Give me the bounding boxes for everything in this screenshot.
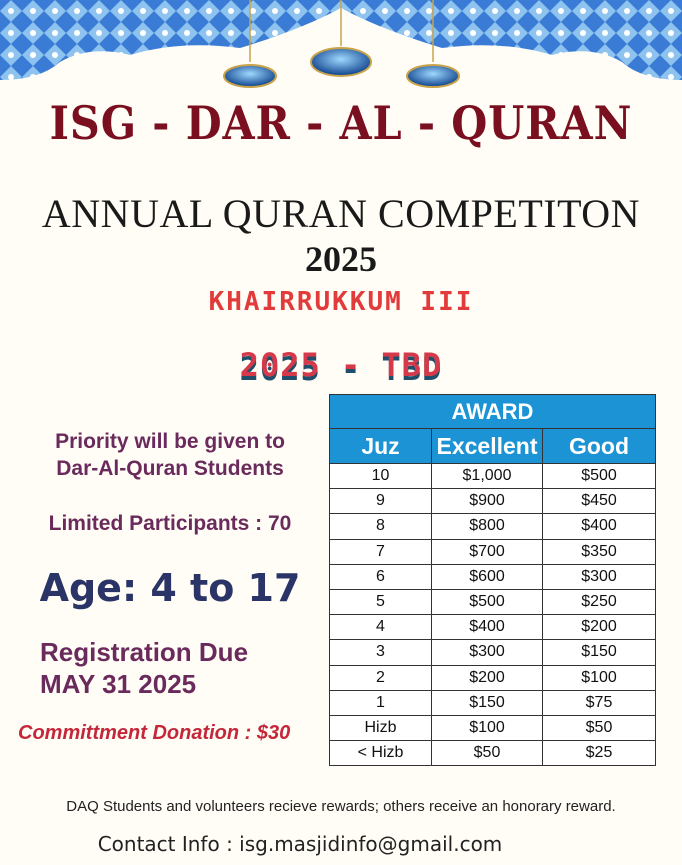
column-header-excellent: Excellent <box>432 429 543 464</box>
table-cell: $350 <box>543 539 656 564</box>
table-cell: $1,000 <box>432 464 543 489</box>
table-row <box>330 589 656 614</box>
table-row <box>330 489 656 514</box>
table-row <box>330 564 656 589</box>
table-cell: Hizb <box>330 715 432 740</box>
table-cell: < Hizb <box>330 741 432 766</box>
column-header-good: Good <box>543 429 656 464</box>
rewards-note: DAQ Students and volunteers recieve rewards; others receive an honorary reward. <box>66 798 616 815</box>
registration-date: MAY 31 2025 <box>40 669 197 699</box>
table-cell: $200 <box>543 615 656 640</box>
table-row <box>330 514 656 539</box>
table-row <box>330 715 656 740</box>
table-cell: $100 <box>432 715 543 740</box>
award-table-body <box>330 464 656 766</box>
limited-participants: Limited Participants : 70 <box>48 512 292 535</box>
table-row <box>330 615 656 640</box>
table-cell: $900 <box>432 489 543 514</box>
table-cell: 10 <box>330 464 432 489</box>
table-cell: 1 <box>330 690 432 715</box>
award-table-title: AWARD <box>330 395 656 429</box>
table-cell: 6 <box>330 564 432 589</box>
contact-info: Contact Info : isg.masjidinfo@gmail.com <box>97 832 503 856</box>
table-row <box>330 464 656 489</box>
donation-note: Committment Donation : $30 <box>18 722 291 744</box>
table-cell: 8 <box>330 514 432 539</box>
table-cell: $250 <box>543 589 656 614</box>
table-cell: $100 <box>543 665 656 690</box>
event-date: 2025 - TBD <box>239 346 443 384</box>
award-table <box>329 394 656 766</box>
competition-subtitle: KHAIRRUKKUM III <box>208 287 474 317</box>
decorative-banner <box>0 0 682 110</box>
table-cell: $300 <box>543 564 656 589</box>
table-cell: $300 <box>432 640 543 665</box>
table-row <box>330 665 656 690</box>
table-cell: $500 <box>543 464 656 489</box>
table-cell: $50 <box>543 715 656 740</box>
registration-due <box>40 636 248 700</box>
table-cell: $50 <box>432 741 543 766</box>
table-cell: 7 <box>330 539 432 564</box>
page-title: ANNUAL QURAN COMPETITON <box>41 191 641 236</box>
table-cell: $700 <box>432 539 543 564</box>
table-cell: $400 <box>543 514 656 539</box>
age-range: Age: 4 to 17 <box>39 566 301 610</box>
table-cell: $600 <box>432 564 543 589</box>
priority-line-2: Dar-Al-Quran Students <box>56 457 284 480</box>
table-row <box>330 539 656 564</box>
table-cell: 3 <box>330 640 432 665</box>
table-cell: $450 <box>543 489 656 514</box>
table-cell: $75 <box>543 690 656 715</box>
table-cell: $150 <box>543 640 656 665</box>
table-cell: 9 <box>330 489 432 514</box>
organization-name: ISG - DAR - AL - QURAN <box>49 96 633 150</box>
priority-line-1: Priority will be given to <box>55 430 285 453</box>
table-cell: $800 <box>432 514 543 539</box>
table-cell: $150 <box>432 690 543 715</box>
table-row <box>330 741 656 766</box>
table-row <box>330 640 656 665</box>
table-cell: $500 <box>432 589 543 614</box>
table-cell: 2 <box>330 665 432 690</box>
registration-label: Registration Due <box>40 637 249 667</box>
page-title-year: 2025 <box>305 239 377 279</box>
table-cell: 5 <box>330 589 432 614</box>
priority-note <box>20 428 320 482</box>
table-cell: $25 <box>543 741 656 766</box>
table-cell: 4 <box>330 615 432 640</box>
table-row <box>330 690 656 715</box>
table-cell: $400 <box>432 615 543 640</box>
column-header-juz: Juz <box>330 429 432 464</box>
table-cell: $200 <box>432 665 543 690</box>
